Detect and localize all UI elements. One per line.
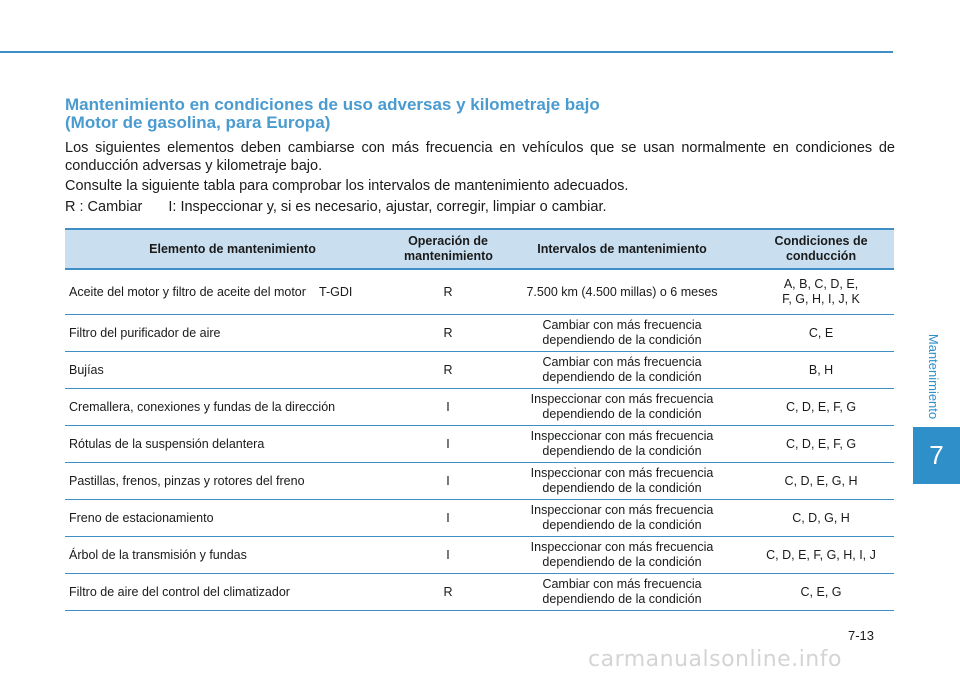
row-operation: I (400, 500, 496, 537)
row-interval-line2: dependiendo de la condición (542, 444, 702, 458)
row-interval-line1: Inspeccionar con más frecuencia (530, 503, 714, 517)
row-conditions-line1: A, B, C, D, E, (783, 277, 859, 291)
row-interval (496, 315, 748, 352)
table-row (65, 389, 894, 426)
row-operation: I (400, 537, 496, 574)
row-operation: R (400, 269, 496, 315)
header-operation: Operación de mantenimiento (400, 229, 496, 269)
table-header-row (65, 229, 894, 269)
row-interval-line1: Inspeccionar con más frecuencia (530, 540, 714, 554)
row-interval (496, 389, 748, 426)
side-tab (919, 326, 949, 426)
legend-i: I: Inspeccionar y, si es necesario, ajustar, corregir, limpiar o cambiar. (168, 199, 607, 215)
row-interval (496, 574, 748, 611)
row-interval-line2: dependiendo de la condición (542, 481, 702, 495)
table-row (65, 269, 894, 315)
row-operation: R (400, 352, 496, 389)
row-operation: I (400, 426, 496, 463)
row-interval-line2: dependiendo de la condición (542, 555, 702, 569)
row-item: Freno de estacionamiento (65, 500, 400, 537)
row-interval-line2: dependiendo de la condición (542, 407, 702, 421)
row-conditions: C, E, G (748, 574, 894, 611)
row-interval (496, 352, 748, 389)
row-item: Árbol de la transmisión y fundas (65, 537, 400, 574)
row-item: Filtro del purificador de aire (65, 315, 400, 352)
table-row (65, 315, 894, 352)
header-item: Elemento de mantenimiento (65, 229, 400, 269)
section-title (65, 96, 885, 132)
header-conditions: Condiciones de conducción (748, 229, 894, 269)
row-interval-line2: dependiendo de la condición (542, 333, 702, 347)
table-row (65, 537, 894, 574)
row-interval-line1: Cambiar con más frecuencia (542, 318, 702, 332)
table-row (65, 574, 894, 611)
table-row (65, 463, 894, 500)
consult-paragraph: Consulte la siguiente tabla para comprobar los intervalos de mantenimiento adecuados. (65, 178, 629, 194)
row-conditions (748, 269, 894, 315)
intro-paragraph: Los siguientes elementos deben cambiarse con más frecuencia en vehículos que se usan normalmente en condiciones de conducción adversas y kilometraje bajo. (65, 140, 895, 174)
row-conditions: B, H (748, 352, 894, 389)
header-interval: Intervalos de mantenimiento (496, 229, 748, 269)
row-item: Cremallera, conexiones y fundas de la dirección (65, 389, 400, 426)
table-row (65, 352, 894, 389)
row-conditions: C, E (748, 315, 894, 352)
page-number: 7-13 (848, 628, 875, 643)
row-item: Filtro de aire del control del climatizador (65, 574, 400, 611)
row-interval-line2: dependiendo de la condición (542, 592, 702, 606)
row-operation: R (400, 574, 496, 611)
legend-line (65, 198, 895, 216)
row-item: Aceite del motor y filtro de aceite del motor (65, 269, 317, 315)
row-operation: R (400, 315, 496, 352)
row-conditions-line2: F, G, H, I, J, K (782, 292, 860, 306)
watermark: carmanualsonline.info (588, 647, 842, 672)
row-interval (496, 463, 748, 500)
row-conditions: C, D, E, F, G (748, 426, 894, 463)
row-interval (496, 426, 748, 463)
row-item: Bujías (65, 352, 400, 389)
row-interval (496, 500, 748, 537)
row-item: Pastillas, frenos, pinzas y rotores del freno (65, 463, 400, 500)
row-engine: T-GDI (317, 269, 400, 315)
row-interval: 7.500 km (4.500 millas) o 6 meses (496, 269, 748, 315)
row-interval (496, 537, 748, 574)
row-operation: I (400, 463, 496, 500)
table-row (65, 500, 894, 537)
section-title-line1: Mantenimiento en condiciones de uso adversas y kilometraje bajo (65, 95, 600, 114)
row-interval-line2: dependiendo de la condición (542, 370, 702, 384)
row-conditions: C, D, E, F, G (748, 389, 894, 426)
row-conditions: C, D, G, H (748, 500, 894, 537)
maintenance-table-wrapper (65, 228, 894, 611)
row-interval-line1: Inspeccionar con más frecuencia (530, 429, 714, 443)
top-rule (0, 51, 893, 53)
row-interval-line1: Cambiar con más frecuencia (542, 355, 702, 369)
maintenance-table (65, 228, 894, 611)
row-conditions: C, D, E, F, G, H, I, J (748, 537, 894, 574)
row-interval-line1: Inspeccionar con más frecuencia (530, 392, 714, 406)
table-row (65, 426, 894, 463)
row-operation: I (400, 389, 496, 426)
row-conditions: C, D, E, G, H (748, 463, 894, 500)
chapter-number-box: 7 (913, 427, 960, 484)
row-item: Rótulas de la suspensión delantera (65, 426, 400, 463)
section-title-line2: (Motor de gasolina, para Europa) (65, 113, 331, 132)
legend-r: R : Cambiar (65, 199, 143, 215)
row-interval-line2: dependiendo de la condición (542, 518, 702, 532)
side-tab-label: Mantenimiento (926, 333, 942, 419)
row-interval-line1: Cambiar con más frecuencia (542, 577, 702, 591)
row-interval-line1: Inspeccionar con más frecuencia (530, 466, 714, 480)
